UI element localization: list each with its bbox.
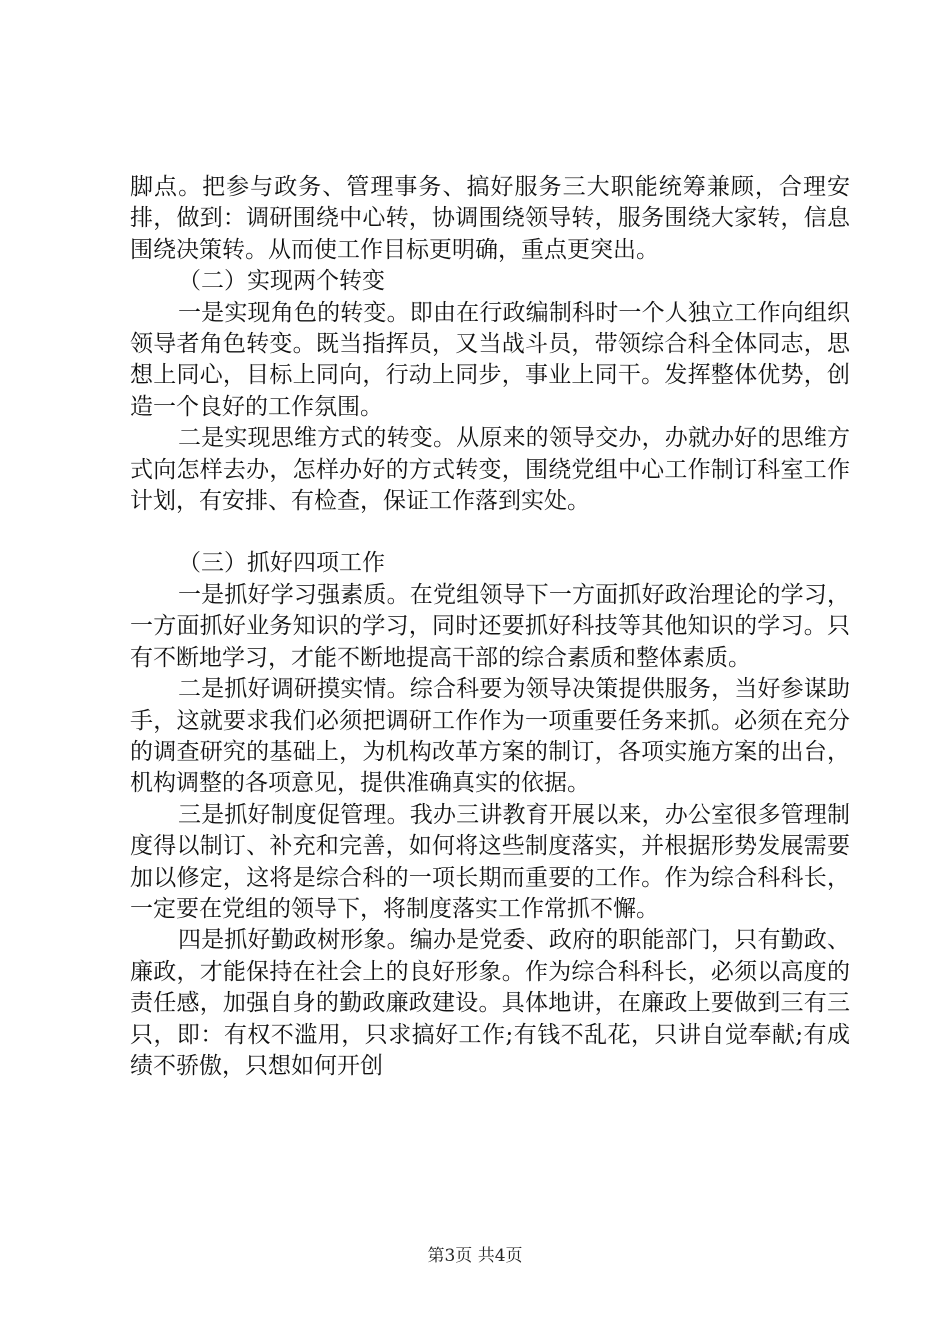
section-heading-two-transformations: （二）实现两个转变 [178,268,385,295]
page-number-footer: 第3页 共4页 [427,1246,523,1266]
document-body [130,172,850,1082]
paragraph-continuation: 脚点。把参与政务、管理事务、搞好服务三大职能统筹兼顾，合理安排，做到：调研围绕中心转，协调围绕领导转，服务围绕大家转，信息围绕决策转。从而使工作目标更明确，重点更突出。 [130,174,850,263]
section-heading-four-tasks: （三）抓好四项工作 [178,550,385,577]
paragraph-research: 二是抓好调研摸实情。综合科要为领导决策提供服务，当好参谋助手，这就要求我们必须把调研工作作为一项重要任务来抓。必须在充分的调查研究的基础上，为机构改革方案的制订，各项实施方案的出台，机构调整的各项意见，提供准确真实的依据。 [130,676,850,797]
paragraph-diligent-governance: 四是抓好勤政树形象。编办是党委、政府的职能部门，只有勤政、廉政，才能保持在社会上的良好形象。作为综合科科长，必须以高度的责任感，加强自身的勤政廉政建设。具体地讲，在廉政上要做到三有三只，即：有权不滥用，只求搞好工作;有钱不乱花，只讲自觉奉献;有成绩不骄傲，只想如何开创 [130,927,850,1079]
paragraph-role-transformation: 一是实现角色的转变。即由在行政编制科时一个人独立工作向组织领导者角色转变。既当指挥员，又当战斗员，带领综合科全体同志，思想上同心，目标上同向，行动上同步，事业上同干。发挥整体优势，创造一个良好的工作氛围。 [130,299,850,420]
paragraph-spacer [130,517,850,548]
paragraph-study: 一是抓好学习强素质。在党组领导下一方面抓好政治理论的学习，一方面抓好业务知识的学习，同时还要抓好科技等其他知识的学习。只有不断地学习，才能不断地提高干部的综合素质和整体素质。 [130,581,850,671]
paragraph-system-management: 三是抓好制度促管理。我办三讲教育开展以来，办公室很多管理制度得以制订、补充和完善，如何将这些制度落实，并根据形势发展需要加以修定，这将是综合科的一项长期而重要的工作。作为综合科科长，一定要在党组的领导下，将制度落实工作常抓不懈。 [130,801,850,922]
paragraph-thinking-transformation: 二是实现思维方式的转变。从原来的领导交办，办就办好的思维方式向怎样去办，怎样办好的方式转变，围绕党组中心工作制订科室工作计划，有安排、有检查，保证工作落到实处。 [130,425,850,515]
